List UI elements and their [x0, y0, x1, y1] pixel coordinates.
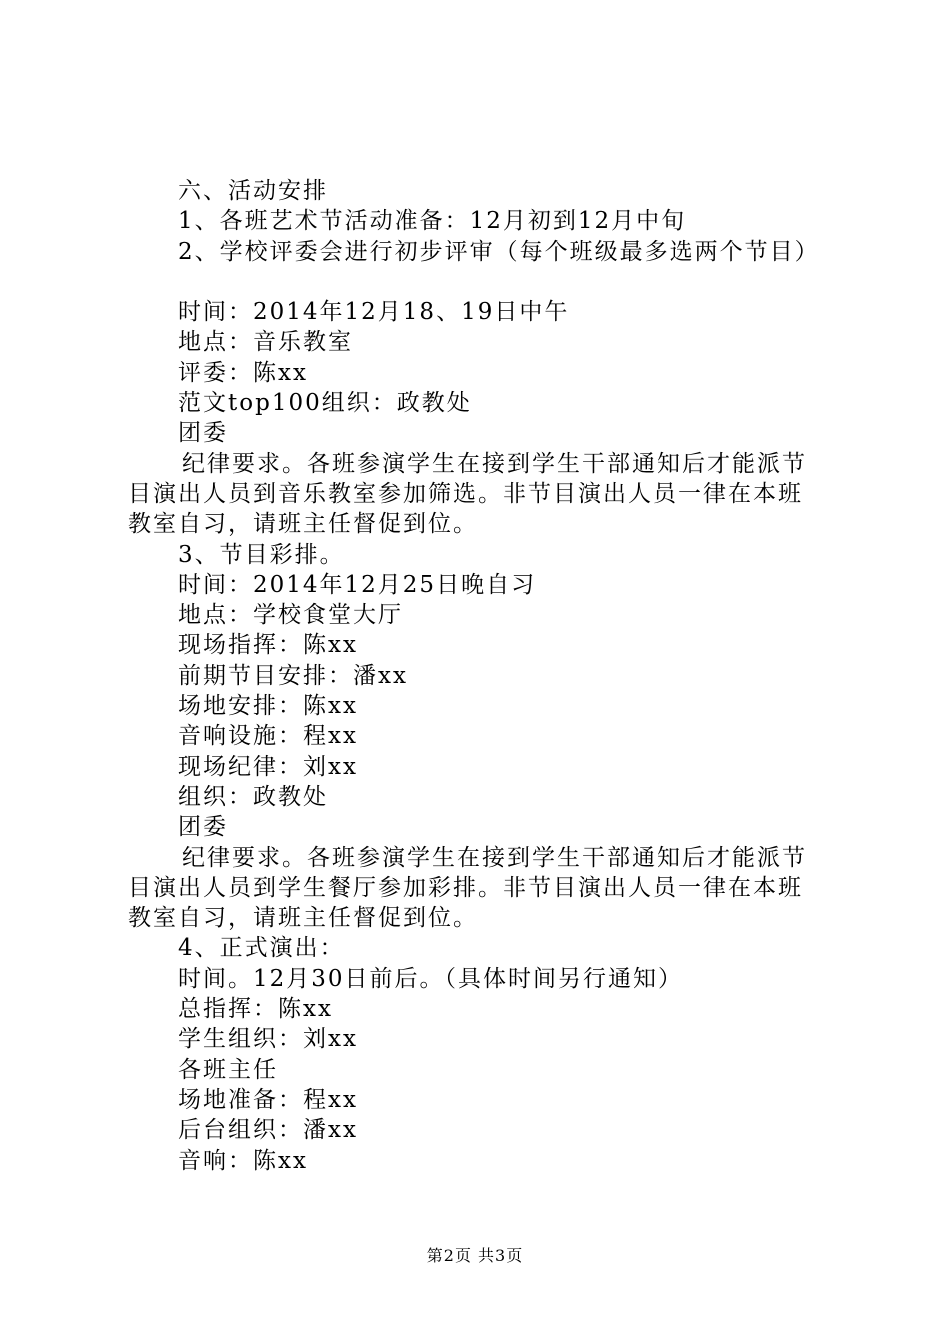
- text-line: 现场纪律：刘xx: [178, 753, 358, 780]
- text-line: 前期节目安排：潘xx: [178, 662, 408, 689]
- text-line: 地点：音乐教室: [178, 329, 353, 356]
- text-line: 1、各班艺术节活动准备：12月初到12月中旬: [178, 208, 687, 235]
- text-line: 场地安排：陈xx: [178, 693, 358, 720]
- text-line: 总指挥：陈xx: [178, 996, 333, 1023]
- paragraph-line: 教室自习，请班主任督促到位。: [128, 511, 478, 538]
- paragraph-line: 目演出人员到学生餐厅参加彩排。非节目演出人员一律在本班: [128, 874, 803, 901]
- section-heading: 六、活动安排: [178, 178, 328, 204]
- text-line: 4、正式演出：: [178, 935, 345, 962]
- text-line: 时间：2014年12月18、19日中午: [178, 299, 570, 326]
- text-line: 各班主任: [178, 1056, 278, 1083]
- paragraph-line: 教室自习，请班主任督促到位。: [128, 905, 478, 932]
- text-line: 团委: [178, 814, 228, 841]
- text-line: 现场指挥：陈xx: [178, 632, 358, 659]
- text-line: 时间。12月30日前后。（具体时间另行通知）: [178, 965, 684, 992]
- text-line: 2、学校评委会进行初步评审（每个班级最多选两个节目）: [178, 238, 820, 265]
- text-line: 地点：学校食堂大厅: [178, 602, 403, 629]
- text-line: 音响：陈xx: [178, 1147, 308, 1174]
- paragraph-line: 纪律要求。各班参演学生在接到学生干部通知后才能派节: [182, 450, 807, 477]
- text-line: 评委：陈xx: [178, 359, 308, 386]
- text-line: 场地准备：程xx: [178, 1086, 358, 1113]
- blank-line: [128, 267, 830, 297]
- text-line: 组织：政教处: [178, 783, 328, 810]
- document-body: [128, 176, 830, 1176]
- text-line: 音响设施：程xx: [178, 723, 358, 750]
- paragraph-line: 目演出人员到音乐教室参加筛选。非节目演出人员一律在本班: [128, 480, 803, 507]
- page-number-footer: 第2页 共3页: [426, 1246, 524, 1265]
- text-line: 后台组织：潘xx: [178, 1117, 358, 1144]
- text-line: 团委: [178, 420, 228, 447]
- text-line: 学生组织：刘xx: [178, 1026, 358, 1053]
- text-line: 范文top100组织：政教处: [178, 390, 472, 417]
- text-line: 3、节目彩排。: [178, 541, 345, 568]
- text-line: 时间：2014年12月25日晚自习: [178, 571, 537, 598]
- paragraph-line: 纪律要求。各班参演学生在接到学生干部通知后才能派节: [182, 844, 807, 871]
